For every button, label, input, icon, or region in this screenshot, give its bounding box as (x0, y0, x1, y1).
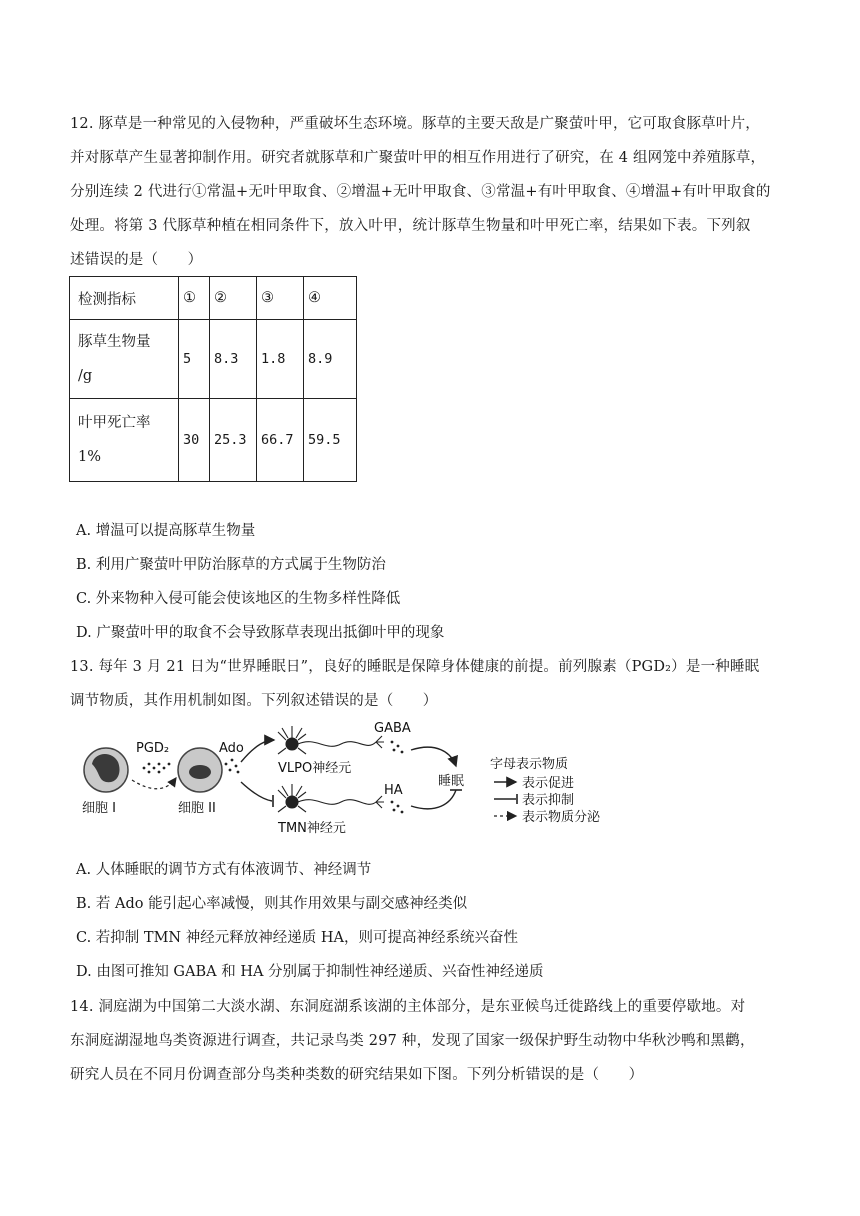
table-header-cell: ③ (257, 277, 304, 320)
promote-arrow-vlpo (241, 740, 274, 762)
ado-secretion-dots (225, 759, 240, 774)
q14-line: 14. 洞庭湖为中国第二大淡水湖、东洞庭湖系该湖的主体部分，是东亚候鸟迁徙路线上的重要停歇地。对 (70, 999, 746, 1015)
question-12-stem (70, 107, 790, 277)
q12-option-d: D. 广聚萤叶甲的取食不会导致豚草表现出抵御叶甲的现象 (76, 625, 445, 641)
ado-label: Ado (219, 741, 244, 756)
inhibit-arrow-tmn (241, 782, 272, 801)
q12-option-b: B. 利用广聚萤叶甲防治豚草的方式属于生物防治 (76, 557, 386, 573)
q13-option-a: A. 人体睡眠的调节方式有体液调节、神经调节 (76, 862, 372, 878)
table-cell: 5 (179, 320, 210, 399)
table-cell: 1.8 (257, 320, 304, 399)
sleep-mechanism-diagram (76, 722, 616, 844)
q14-line: 研究人员在不同月份调查部分鸟类种类数的研究结果如下图。下列分析错误的是（ ） (70, 1067, 644, 1083)
pgd2-secretion-dots (143, 763, 171, 774)
table-cell: 8.3 (210, 320, 257, 399)
table-cell: 66.7 (257, 399, 304, 482)
legend-title: 字母表示物质 (490, 757, 569, 772)
gaba-label: GABA (374, 722, 411, 736)
gaba-promote-arrow (411, 747, 456, 766)
cell-1-label: 细胞 I (82, 801, 116, 816)
ha-label: HA (384, 783, 403, 798)
vlpo-neuron-icon (278, 726, 384, 754)
row-label-line: 1% (78, 449, 102, 465)
ha-inhibit-arrow (411, 790, 456, 809)
row-label-line: /g (78, 368, 93, 384)
row-label-line: 叶甲死亡率 (78, 415, 151, 431)
row-label-biomass (70, 320, 179, 399)
table-header-cell: 检测指标 (70, 277, 179, 320)
table-cell: 30 (179, 399, 210, 482)
diagram-legend (490, 756, 601, 825)
question-14-stem (70, 990, 790, 1092)
legend-promote: 表示促进 (522, 776, 575, 791)
q13-line: 13. 每年 3 月 21 日为“世界睡眠日”，良好的睡眠是保障身体健康的前提。前列腺素（PGD₂）是一种睡眠 (70, 659, 760, 675)
table-row (70, 320, 357, 399)
q12-line: 处理。将第 3 代豚草种植在相同条件下，放入叶甲，统计豚草生物量和叶甲死亡率，结果如下表。下列叙 (70, 218, 751, 234)
gaba-dots (391, 741, 404, 754)
results-table (69, 276, 357, 482)
row-label-mortality (70, 399, 179, 482)
table-cell: 8.9 (304, 320, 357, 399)
table-row (70, 399, 357, 482)
q12-line: 并对豚草产生显著抑制作用。研究者就豚草和广聚萤叶甲的相互作用进行了研究，在 4 组网笼中养殖豚草， (70, 150, 766, 166)
q13-option-c: C. 若抑制 TMN 神经元释放神经递质 HA，则可提高神经系统兴奋性 (76, 930, 518, 946)
table-header-cell: ④ (304, 277, 357, 320)
tmn-label: TMN神经元 (278, 821, 346, 836)
table-cell: 59.5 (304, 399, 357, 482)
ha-dots (391, 801, 404, 814)
pgd2-label: PGD₂ (136, 741, 170, 756)
table-header-cell: ② (210, 277, 257, 320)
q12-option-c: C. 外来物种入侵可能会使该地区的生物多样性降低 (76, 591, 401, 607)
cell-2-icon (178, 748, 222, 792)
vlpo-label: VLPO神经元 (278, 761, 352, 776)
q13-option-b: B. 若 Ado 能引起心率减慢，则其作用效果与副交感神经类似 (76, 896, 468, 912)
question-13-stem (70, 650, 790, 718)
table-header-row (70, 277, 357, 320)
secretion-arrow (132, 778, 176, 789)
cell-2-label: 细胞 II (178, 801, 216, 816)
q14-line: 东洞庭湖湿地鸟类资源进行调查，共记录鸟类 297 种，发现了国家一级保护野生动物中华秋沙鸭和黑鹳， (70, 1033, 755, 1049)
table-cell: 25.3 (210, 399, 257, 482)
q12-line: 述错误的是（ ） (70, 252, 203, 268)
legend-secrete: 表示物质分泌 (522, 810, 601, 825)
cell-1-icon (84, 748, 128, 792)
q12-line: 12. 豚草是一种常见的入侵物种，严重破坏生态环境。豚草的主要天敌是广聚萤叶甲，它可取食豚草叶片， (70, 116, 760, 132)
q13-option-d: D. 由图可推知 GABA 和 HA 分别属于抑制性神经递质、兴奋性神经递质 (76, 964, 544, 980)
q12-line: 分别连续 2 代进行①常温+无叶甲取食、②增温+无叶甲取食、③常温+有叶甲取食、④增温+有叶甲取食的 (70, 184, 771, 200)
row-label-line: 豚草生物量 (78, 334, 151, 350)
q13-line: 调节物质，其作用机制如图。下列叙述错误的是（ ） (70, 693, 438, 709)
table-header-cell: ① (179, 277, 210, 320)
sleep-label: 睡眠 (438, 774, 465, 789)
legend-inhibit: 表示抑制 (522, 793, 575, 808)
q12-option-a: A. 增温可以提高豚草生物量 (76, 523, 256, 539)
tmn-neuron-icon (278, 784, 384, 812)
